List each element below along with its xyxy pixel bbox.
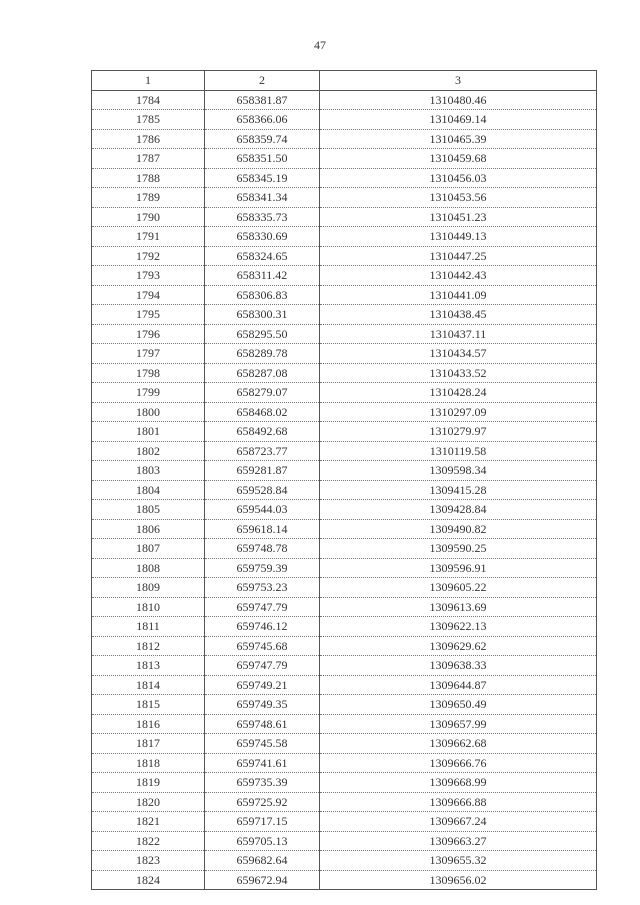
- table-cell: 658341.34: [205, 188, 320, 208]
- table-row: [92, 129, 597, 149]
- table-cell: 658279.07: [205, 383, 320, 403]
- table-row: [92, 344, 597, 364]
- table-cell: 1821: [92, 812, 205, 832]
- table-row: [92, 383, 597, 403]
- table-row: [92, 461, 597, 481]
- table-cell: 659544.03: [205, 500, 320, 520]
- table-cell: 1310297.09: [320, 402, 597, 422]
- table-cell: 1309605.22: [320, 578, 597, 598]
- table-row: [92, 695, 597, 715]
- table-cell: 659725.92: [205, 792, 320, 812]
- table-cell: 1310428.24: [320, 383, 597, 403]
- table-cell: 1310434.57: [320, 344, 597, 364]
- table-header-row: [92, 71, 597, 91]
- table-cell: 1794: [92, 285, 205, 305]
- table-cell: 1814: [92, 675, 205, 695]
- table-row: [92, 831, 597, 851]
- table-row: [92, 617, 597, 637]
- table-cell: 658492.68: [205, 422, 320, 442]
- table-cell: 1791: [92, 227, 205, 247]
- table-cell: 1310456.03: [320, 168, 597, 188]
- table-cell: 1824: [92, 870, 205, 890]
- table-cell: 1802: [92, 441, 205, 461]
- table-cell: 1310441.09: [320, 285, 597, 305]
- table-row: [92, 870, 597, 890]
- page-number: 47: [314, 38, 326, 52]
- table-cell: 1310469.14: [320, 110, 597, 130]
- table-row: [92, 363, 597, 383]
- table-cell: 658335.73: [205, 207, 320, 227]
- table-row: [92, 656, 597, 676]
- table-cell: 1309644.87: [320, 675, 597, 695]
- table-cell: 659745.58: [205, 734, 320, 754]
- table-cell: 659759.39: [205, 558, 320, 578]
- table-cell: 1310451.23: [320, 207, 597, 227]
- table-cell: 1823: [92, 851, 205, 871]
- table-row: [92, 539, 597, 559]
- table-cell: 658381.87: [205, 90, 320, 110]
- table-cell: 1309655.32: [320, 851, 597, 871]
- table-cell: 658300.31: [205, 305, 320, 325]
- table-cell: 659281.87: [205, 461, 320, 481]
- table-cell: 658366.06: [205, 110, 320, 130]
- table-cell: 1309656.02: [320, 870, 597, 890]
- table-cell: 1801: [92, 422, 205, 442]
- column-header-3: 3: [320, 71, 597, 91]
- table-cell: 1809: [92, 578, 205, 598]
- table-cell: 1784: [92, 90, 205, 110]
- table-row: [92, 734, 597, 754]
- table-row: [92, 90, 597, 110]
- table-cell: 1811: [92, 617, 205, 637]
- table-row: [92, 266, 597, 286]
- table-row: [92, 812, 597, 832]
- table-cell: 1816: [92, 714, 205, 734]
- coordinates-table: [91, 70, 597, 890]
- table-cell: 1799: [92, 383, 205, 403]
- table-cell: 1310438.45: [320, 305, 597, 325]
- table-cell: 658345.19: [205, 168, 320, 188]
- table-cell: 658330.69: [205, 227, 320, 247]
- table-cell: 659746.12: [205, 617, 320, 637]
- table-cell: 1797: [92, 344, 205, 364]
- table-row: [92, 500, 597, 520]
- table-cell: 1812: [92, 636, 205, 656]
- table-cell: 1803: [92, 461, 205, 481]
- table-cell: 659741.61: [205, 753, 320, 773]
- table-cell: 1309668.99: [320, 773, 597, 793]
- table-cell: 1309662.68: [320, 734, 597, 754]
- table-row: [92, 324, 597, 344]
- table-cell: 1309415.28: [320, 480, 597, 500]
- table-cell: 658311.42: [205, 266, 320, 286]
- table-cell: 1804: [92, 480, 205, 500]
- table-cell: 1310447.25: [320, 246, 597, 266]
- table-cell: 658359.74: [205, 129, 320, 149]
- table-cell: 1786: [92, 129, 205, 149]
- table-cell: 1789: [92, 188, 205, 208]
- table-cell: 1310465.39: [320, 129, 597, 149]
- table-cell: 658287.08: [205, 363, 320, 383]
- table-row: [92, 246, 597, 266]
- table-cell: 1796: [92, 324, 205, 344]
- table-cell: 1310279.97: [320, 422, 597, 442]
- table-cell: 658289.78: [205, 344, 320, 364]
- table-cell: 1309596.91: [320, 558, 597, 578]
- table-cell: 658351.50: [205, 149, 320, 169]
- table-cell: 1309490.82: [320, 519, 597, 539]
- table-cell: 659705.13: [205, 831, 320, 851]
- table-cell: 1810: [92, 597, 205, 617]
- table-cell: 1807: [92, 539, 205, 559]
- table-cell: 1790: [92, 207, 205, 227]
- table-row: [92, 168, 597, 188]
- table-cell: 1309657.99: [320, 714, 597, 734]
- table-row: [92, 441, 597, 461]
- table-cell: 1309428.84: [320, 500, 597, 520]
- table-row: [92, 188, 597, 208]
- table-cell: 1309666.88: [320, 792, 597, 812]
- table-cell: 1310437.11: [320, 324, 597, 344]
- table-cell: 1309590.25: [320, 539, 597, 559]
- table-row: [92, 753, 597, 773]
- table-cell: 658306.83: [205, 285, 320, 305]
- table-cell: 1309613.69: [320, 597, 597, 617]
- table-cell: 659748.78: [205, 539, 320, 559]
- table-cell: 1792: [92, 246, 205, 266]
- table-cell: 1808: [92, 558, 205, 578]
- table-cell: 1309650.49: [320, 695, 597, 715]
- table-cell: 1800: [92, 402, 205, 422]
- table-cell: 1793: [92, 266, 205, 286]
- table-row: [92, 110, 597, 130]
- table-cell: 659747.79: [205, 597, 320, 617]
- table-row: [92, 207, 597, 227]
- table-cell: 1310433.52: [320, 363, 597, 383]
- table-row: [92, 773, 597, 793]
- table-cell: 659748.61: [205, 714, 320, 734]
- table-cell: 1785: [92, 110, 205, 130]
- table-cell: 659618.14: [205, 519, 320, 539]
- table-cell: 1795: [92, 305, 205, 325]
- table-cell: 1310480.46: [320, 90, 597, 110]
- table-cell: 1788: [92, 168, 205, 188]
- table-cell: 1310453.56: [320, 188, 597, 208]
- table-cell: 1310119.58: [320, 441, 597, 461]
- table-cell: 659753.23: [205, 578, 320, 598]
- table-row: [92, 597, 597, 617]
- table-row: [92, 480, 597, 500]
- table-cell: 1805: [92, 500, 205, 520]
- table-row: [92, 149, 597, 169]
- table-row: [92, 422, 597, 442]
- table-row: [92, 285, 597, 305]
- table-row: [92, 402, 597, 422]
- table-cell: 1309638.33: [320, 656, 597, 676]
- table-cell: 659682.64: [205, 851, 320, 871]
- table-cell: 1309598.34: [320, 461, 597, 481]
- table-body: [92, 90, 597, 890]
- table-cell: 1815: [92, 695, 205, 715]
- table-cell: 659672.94: [205, 870, 320, 890]
- table-cell: 659528.84: [205, 480, 320, 500]
- table-cell: 1309629.62: [320, 636, 597, 656]
- table-row: [92, 519, 597, 539]
- table-cell: 1310459.68: [320, 149, 597, 169]
- table-cell: 658295.50: [205, 324, 320, 344]
- table-cell: 1309667.24: [320, 812, 597, 832]
- table-cell: 1813: [92, 656, 205, 676]
- table-cell: 659747.79: [205, 656, 320, 676]
- table-cell: 659735.39: [205, 773, 320, 793]
- table-row: [92, 578, 597, 598]
- table-row: [92, 851, 597, 871]
- table-cell: 1309622.13: [320, 617, 597, 637]
- table-cell: 658324.65: [205, 246, 320, 266]
- table-cell: 1787: [92, 149, 205, 169]
- table-row: [92, 227, 597, 247]
- table-cell: 1806: [92, 519, 205, 539]
- table-row: [92, 558, 597, 578]
- table-cell: 1822: [92, 831, 205, 851]
- table-row: [92, 792, 597, 812]
- table-row: [92, 636, 597, 656]
- table-header: [92, 71, 597, 91]
- table-cell: 659717.15: [205, 812, 320, 832]
- table-row: [92, 305, 597, 325]
- table-cell: 659749.21: [205, 675, 320, 695]
- table-cell: 1309666.76: [320, 753, 597, 773]
- table-cell: 658723.77: [205, 441, 320, 461]
- table-cell: 1819: [92, 773, 205, 793]
- table-row: [92, 714, 597, 734]
- table-cell: 1309663.27: [320, 831, 597, 851]
- table-cell: 1310442.43: [320, 266, 597, 286]
- table-row: [92, 675, 597, 695]
- table-cell: 659745.68: [205, 636, 320, 656]
- table-cell: 658468.02: [205, 402, 320, 422]
- table-cell: 1818: [92, 753, 205, 773]
- column-header-1: 1: [92, 71, 205, 91]
- table-cell: 659749.35: [205, 695, 320, 715]
- table-cell: 1798: [92, 363, 205, 383]
- table-cell: 1817: [92, 734, 205, 754]
- table-cell: 1820: [92, 792, 205, 812]
- table-cell: 1310449.13: [320, 227, 597, 247]
- column-header-2: 2: [205, 71, 320, 91]
